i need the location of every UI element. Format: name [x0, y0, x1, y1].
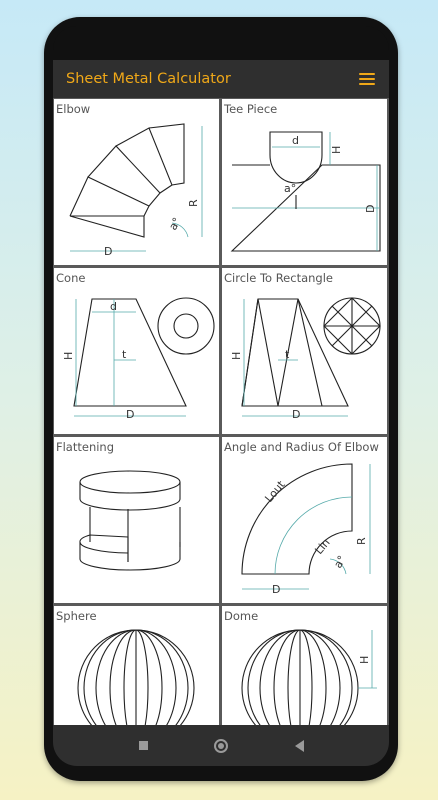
dim-label-d: d — [110, 300, 117, 313]
tile-label: Cone — [56, 271, 86, 285]
status-bar — [53, 26, 389, 60]
tile-cone[interactable] — [54, 268, 219, 434]
tile-circle-to-rectangle[interactable] — [222, 268, 387, 434]
recents-button[interactable] — [135, 738, 151, 754]
tile-label: Circle To Rectangle — [224, 271, 333, 285]
sphere-diagram — [54, 606, 219, 725]
circle-icon — [214, 739, 228, 753]
tile-label: Dome — [224, 609, 259, 623]
dim-label-H: H — [62, 351, 75, 360]
dim-label-a: a° — [284, 182, 297, 195]
dim-label-R: R — [355, 537, 368, 545]
cone-diagram — [54, 268, 219, 434]
calculator-grid — [53, 98, 389, 725]
tile-angle-radius-elbow[interactable] — [222, 437, 387, 603]
dim-label-H: H — [330, 145, 343, 154]
dim-label-H: H — [358, 655, 371, 664]
dim-label-R: R — [187, 199, 200, 207]
tile-label: Elbow — [56, 102, 91, 116]
tile-label: Angle and Radius Of Elbow — [224, 440, 379, 454]
app-title: Sheet Metal Calculator — [66, 71, 231, 87]
dim-label-D: D — [364, 204, 377, 213]
dim-label-H: H — [230, 351, 243, 360]
elbow-diagram — [54, 99, 219, 265]
app-bar — [53, 60, 389, 98]
dim-label-D: D — [272, 583, 281, 596]
tile-elbow[interactable] — [54, 99, 219, 265]
tile-label: Tee Piece — [224, 102, 278, 116]
dim-label-a: a° — [331, 553, 349, 571]
tile-dome[interactable] — [222, 606, 387, 725]
dim-label-D: D — [104, 245, 113, 258]
dim-label-d: d — [292, 134, 299, 147]
dim-label-D: D — [126, 408, 135, 421]
back-button[interactable] — [291, 738, 307, 754]
triangle-back-icon — [295, 740, 304, 752]
square-icon — [139, 741, 148, 750]
dim-label-D: D — [292, 408, 301, 421]
angle-radius-elbow-diagram — [222, 437, 387, 603]
dim-label-lout: Lout — [262, 478, 288, 505]
flattening-diagram — [54, 437, 219, 603]
system-nav-bar — [53, 725, 389, 766]
tile-sphere[interactable] — [54, 606, 219, 725]
tile-label: Sphere — [56, 609, 97, 623]
tile-label: Flattening — [56, 440, 115, 454]
hamburger-menu-icon[interactable] — [359, 73, 375, 86]
tile-tee-piece[interactable] — [222, 99, 387, 265]
dim-label-t: t — [122, 348, 127, 361]
dome-diagram — [222, 606, 387, 725]
dim-label-lin: Lin — [312, 536, 333, 557]
dim-label-t: t — [285, 348, 290, 361]
dim-label-a: a° — [166, 215, 184, 233]
tee-piece-diagram — [222, 99, 387, 265]
circle-to-rectangle-diagram — [222, 268, 387, 434]
home-button[interactable] — [213, 738, 229, 754]
tile-flattening[interactable] — [54, 437, 219, 603]
